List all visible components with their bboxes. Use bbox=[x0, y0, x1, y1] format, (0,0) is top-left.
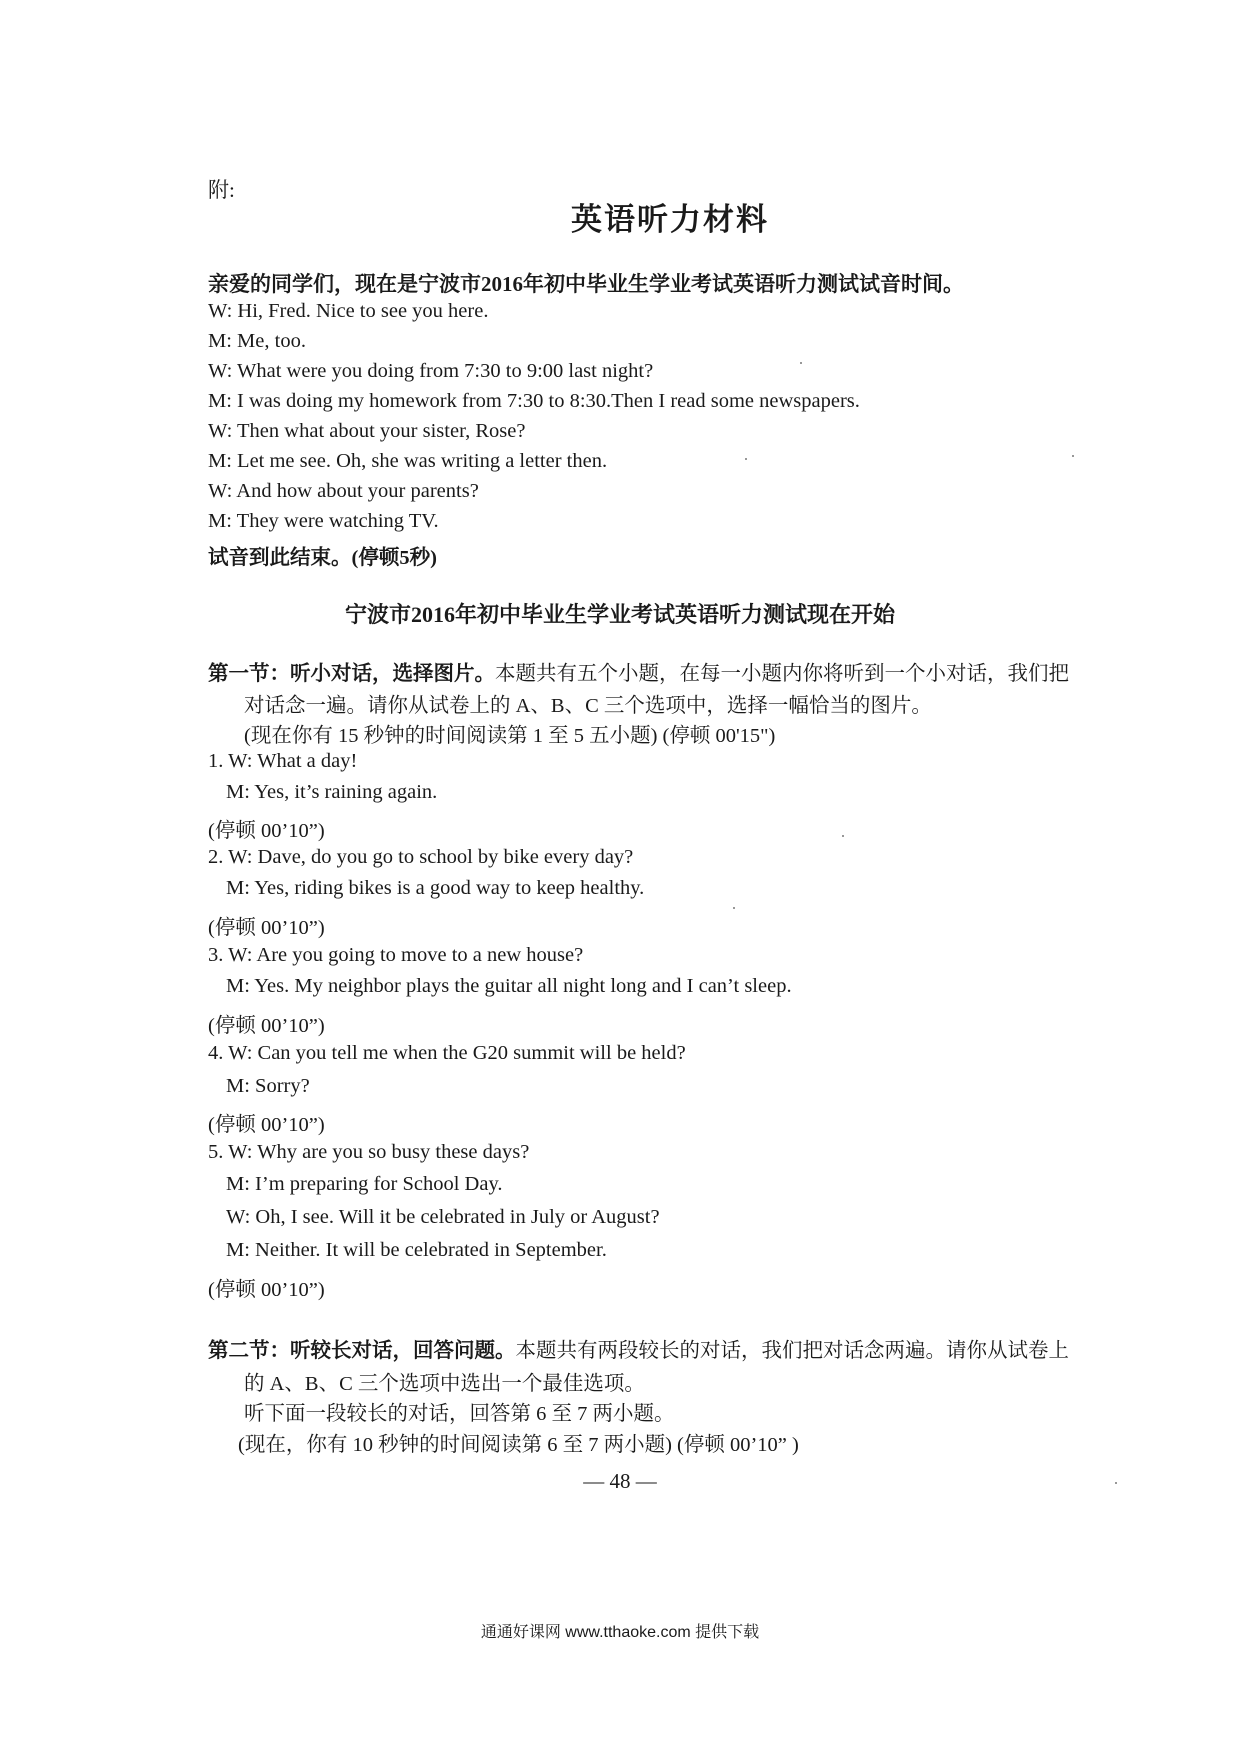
section2-instruction: 听下面一段较长的对话，回答第 6 至 7 两小题。 bbox=[244, 1403, 675, 1425]
intro-text: 亲爱的同学们，现在是宁波市2016年初中毕业生学业考试英语听力测试试音时间。 bbox=[208, 272, 964, 296]
question-line: 5. W: Why are you so busy these days? bbox=[208, 1141, 530, 1163]
trial-line: W: Hi, Fred. Nice to see you here. bbox=[208, 300, 489, 322]
scan-speck bbox=[1115, 1482, 1117, 1484]
answer-line: M: Neither. It will be celebrated in September. bbox=[226, 1239, 607, 1261]
question-line: 3. W: Are you going to move to a new house? bbox=[208, 944, 584, 966]
answer-line: M: Yes. My neighbor plays the guitar all night long and I can’t sleep. bbox=[226, 975, 792, 997]
trial-line: M: They were watching TV. bbox=[208, 510, 439, 532]
trial-end-text: 试音到此结束。(停顿5秒) bbox=[208, 547, 437, 569]
section2-heading: 第二节：听较长对话，回答问题。 bbox=[208, 1340, 516, 1362]
answer-line: M: Yes, riding bikes is a good way to keep healthy. bbox=[226, 877, 645, 899]
page-title: 英语听力材料 bbox=[571, 202, 769, 237]
section1-heading: 第一节：听小对话，选择图片。 bbox=[208, 663, 495, 685]
footer-credit: 通通好课网 www.tthaoke.com 提供下载 bbox=[480, 1624, 760, 1641]
section1-desc-cont: 对话念一遍。请你从试卷上的 A、B、C 三个选项中，选择一幅恰当的图片。 bbox=[244, 695, 932, 717]
pause-text: (停顿 00’10”) bbox=[208, 1015, 325, 1037]
trial-line: M: Let me see. Oh, she was writing a letter then. bbox=[208, 450, 608, 472]
scan-speck bbox=[842, 835, 844, 837]
test-start-heading: 宁波市2016年初中毕业生学业考试英语听力测试现在开始 bbox=[344, 602, 895, 627]
scan-speck bbox=[733, 907, 735, 909]
pause-text: (停顿 00’10”) bbox=[208, 917, 325, 939]
pause-text: (停顿 00’10”) bbox=[208, 820, 325, 842]
trial-line: W: What were you doing from 7:30 to 9:00 last night? bbox=[208, 360, 654, 382]
question-line: 1. W: What a day! bbox=[208, 750, 358, 772]
pause-text: (停顿 00’10”) bbox=[208, 1114, 325, 1136]
trial-line: M: Me, too. bbox=[208, 330, 306, 352]
section2-paragraph bbox=[208, 1333, 1069, 1363]
trial-line: W: Then what about your sister, Rose? bbox=[208, 420, 526, 442]
question-line: 2. W: Dave, do you go to school by bike every day? bbox=[208, 846, 634, 868]
section1-note: (现在你有 15 秒钟的时间阅读第 1 至 5 五小题) (停顿 00'15") bbox=[244, 725, 776, 747]
scan-speck bbox=[1072, 455, 1074, 457]
attachment-label: 附: bbox=[208, 178, 235, 202]
answer-line: M: Sorry? bbox=[226, 1075, 310, 1097]
question-line: 4. W: Can you tell me when the G20 summit will be held? bbox=[208, 1042, 686, 1064]
section2-note: (现在，你有 10 秒钟的时间阅读第 6 至 7 两小题) (停顿 00’10” ) bbox=[238, 1434, 799, 1456]
trial-line: W: And how about your parents? bbox=[208, 480, 479, 502]
trial-line: M: I was doing my homework from 7:30 to 8:30.Then I read some newspapers. bbox=[208, 390, 860, 412]
page-number: — 48 — bbox=[583, 1469, 657, 1493]
scan-speck bbox=[745, 458, 747, 460]
section2-desc-cont: 的 A、B、C 三个选项中选出一个最佳选项。 bbox=[244, 1373, 645, 1395]
section2-desc: 本题共有两段较长的对话，我们把对话念两遍。请你从试卷上 bbox=[515, 1340, 1069, 1362]
scan-speck bbox=[800, 362, 802, 364]
pause-text: (停顿 00’10”) bbox=[208, 1279, 325, 1301]
answer-line: M: I’m preparing for School Day. bbox=[226, 1173, 503, 1195]
section1-desc: 本题共有五个小题，在每一小题内你将听到一个小对话，我们把 bbox=[495, 663, 1069, 685]
answer-line: M: Yes, it’s raining again. bbox=[226, 781, 438, 803]
answer-line: W: Oh, I see. Will it be celebrated in July or August? bbox=[226, 1206, 660, 1228]
section1-paragraph bbox=[208, 656, 1069, 686]
